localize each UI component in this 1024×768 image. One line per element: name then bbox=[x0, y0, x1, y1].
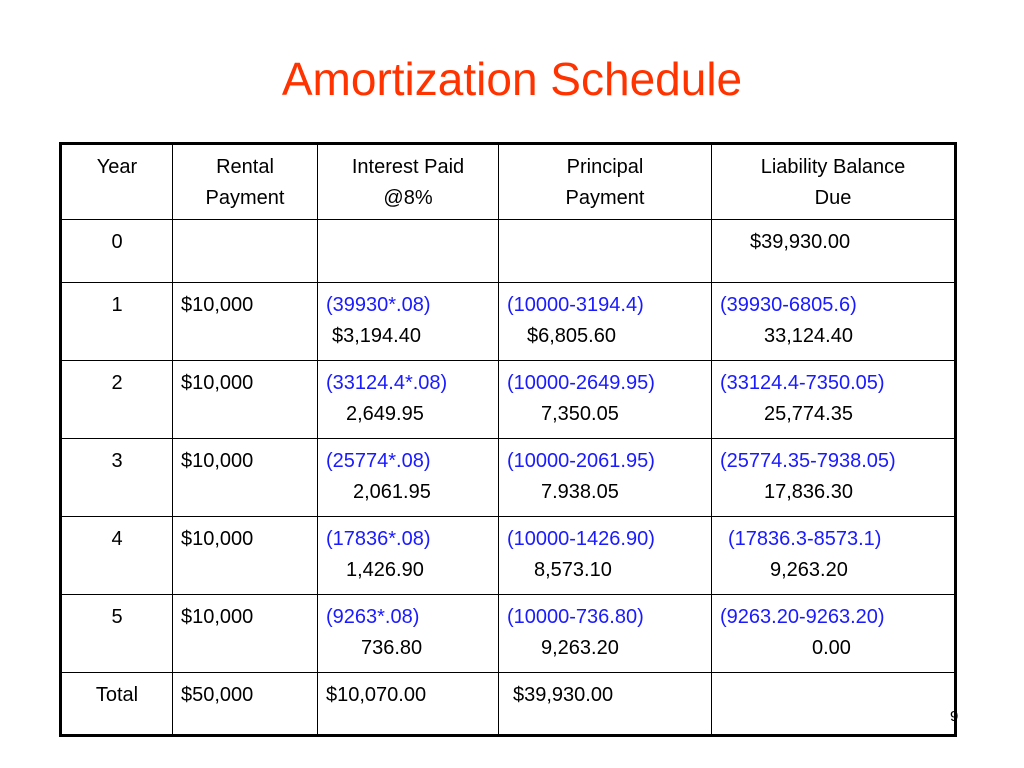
cell-year: 0 bbox=[61, 220, 173, 283]
table-row-year-2 bbox=[61, 361, 956, 439]
header-principal-line1: Principal bbox=[566, 156, 644, 178]
cell-year: 1 bbox=[61, 283, 173, 361]
cell-rental bbox=[173, 220, 318, 283]
cell-total-rental: $50,000 bbox=[173, 673, 318, 736]
interest-value: $3,194.40 bbox=[332, 325, 421, 347]
principal-formula: (10000-736.80) bbox=[507, 606, 644, 628]
principal-value: 9,263.20 bbox=[541, 637, 619, 659]
cell-interest bbox=[318, 283, 499, 361]
interest-formula: (39930*.08) bbox=[326, 294, 431, 316]
balance-value: 25,774.35 bbox=[764, 403, 853, 425]
header-rental-line2: Payment bbox=[205, 187, 285, 209]
cell-interest bbox=[318, 361, 499, 439]
principal-formula: (10000-2061.95) bbox=[507, 450, 655, 472]
principal-formula: (10000-1426.90) bbox=[507, 528, 655, 550]
cell-principal bbox=[499, 439, 712, 517]
cell-interest bbox=[318, 595, 499, 673]
table-row-year-3 bbox=[61, 439, 956, 517]
cell-rental: $10,000 bbox=[173, 361, 318, 439]
table-row-year-0 bbox=[61, 220, 956, 283]
header-liability-line1: Liability Balance bbox=[760, 156, 906, 178]
interest-value: 1,426.90 bbox=[346, 559, 424, 581]
cell-principal bbox=[499, 361, 712, 439]
cell-principal bbox=[499, 283, 712, 361]
cell-total-interest: $10,070.00 bbox=[318, 673, 499, 736]
interest-formula: (9263*.08) bbox=[326, 606, 420, 628]
header-interest-line1: Interest Paid bbox=[351, 156, 465, 178]
cell-balance bbox=[712, 283, 956, 361]
cell-year: 3 bbox=[61, 439, 173, 517]
balance-formula: (39930-6805.6) bbox=[720, 294, 857, 316]
header-principal-line2: Payment bbox=[565, 187, 645, 209]
cell-balance bbox=[712, 361, 956, 439]
cell-rental: $10,000 bbox=[173, 439, 318, 517]
cell-total-balance bbox=[712, 673, 959, 736]
cell-rental: $10,000 bbox=[173, 517, 318, 595]
table-header-row bbox=[61, 144, 956, 220]
cell-interest bbox=[318, 517, 499, 595]
table-row-year-1 bbox=[61, 283, 956, 361]
cell-year: 4 bbox=[61, 517, 173, 595]
balance-value: 0.00 bbox=[812, 637, 851, 659]
cell-balance bbox=[712, 439, 956, 517]
table-row-total bbox=[61, 673, 956, 736]
page-number: 9 bbox=[950, 708, 959, 725]
cell-principal bbox=[499, 517, 712, 595]
cell-year: 5 bbox=[61, 595, 173, 673]
balance-formula: (17836.3-8573.1) bbox=[728, 528, 882, 550]
cell-rental: $10,000 bbox=[173, 283, 318, 361]
cell-total-label: Total bbox=[61, 673, 173, 736]
cell-balance bbox=[712, 220, 956, 283]
cell-balance bbox=[712, 595, 956, 673]
cell-total-principal bbox=[499, 673, 712, 736]
header-liability-line2: Due bbox=[814, 187, 852, 209]
balance-value: 33,124.40 bbox=[764, 325, 853, 347]
balance-formula: (25774.35-7938.05) bbox=[720, 450, 896, 472]
header-principal-payment bbox=[499, 144, 712, 220]
interest-value: 2,061.95 bbox=[353, 481, 431, 503]
cell-interest bbox=[318, 220, 499, 283]
header-interest-line2: @8% bbox=[383, 187, 433, 209]
interest-formula: (17836*.08) bbox=[326, 528, 431, 550]
header-interest-paid bbox=[318, 144, 499, 220]
table-row-year-4 bbox=[61, 517, 956, 595]
cell-rental: $10,000 bbox=[173, 595, 318, 673]
principal-value: 7,350.05 bbox=[541, 403, 619, 425]
balance-formula: (9263.20-9263.20) bbox=[720, 606, 885, 628]
principal-value: 7.938.05 bbox=[541, 481, 619, 503]
total-principal-value: $39,930.00 bbox=[513, 684, 614, 706]
principal-formula: (10000-3194.4) bbox=[507, 294, 644, 316]
header-year: Year bbox=[61, 144, 173, 220]
header-rental-payment bbox=[173, 144, 318, 220]
interest-formula: (25774*.08) bbox=[326, 450, 431, 472]
cell-principal bbox=[499, 220, 712, 283]
principal-value: 8,573.10 bbox=[534, 559, 612, 581]
table-row-year-5 bbox=[61, 595, 956, 673]
interest-formula: (33124.4*.08) bbox=[326, 372, 448, 394]
balance-value: 17,836.30 bbox=[764, 481, 853, 503]
balance-value: $39,930.00 bbox=[750, 231, 851, 253]
slide-title: Amortization Schedule bbox=[281, 53, 743, 105]
balance-formula: (33124.4-7350.05) bbox=[720, 372, 885, 394]
cell-principal bbox=[499, 595, 712, 673]
balance-value: 9,263.20 bbox=[770, 559, 848, 581]
principal-formula: (10000-2649.95) bbox=[507, 372, 655, 394]
header-liability-balance bbox=[712, 144, 956, 220]
cell-year: 2 bbox=[61, 361, 173, 439]
interest-value: 2,649.95 bbox=[346, 403, 424, 425]
cell-balance bbox=[712, 517, 956, 595]
header-rental-line1: Rental bbox=[216, 156, 274, 178]
amortization-table bbox=[59, 142, 957, 737]
interest-value: 736.80 bbox=[361, 637, 423, 659]
principal-value: $6,805.60 bbox=[527, 325, 616, 347]
cell-interest bbox=[318, 439, 499, 517]
